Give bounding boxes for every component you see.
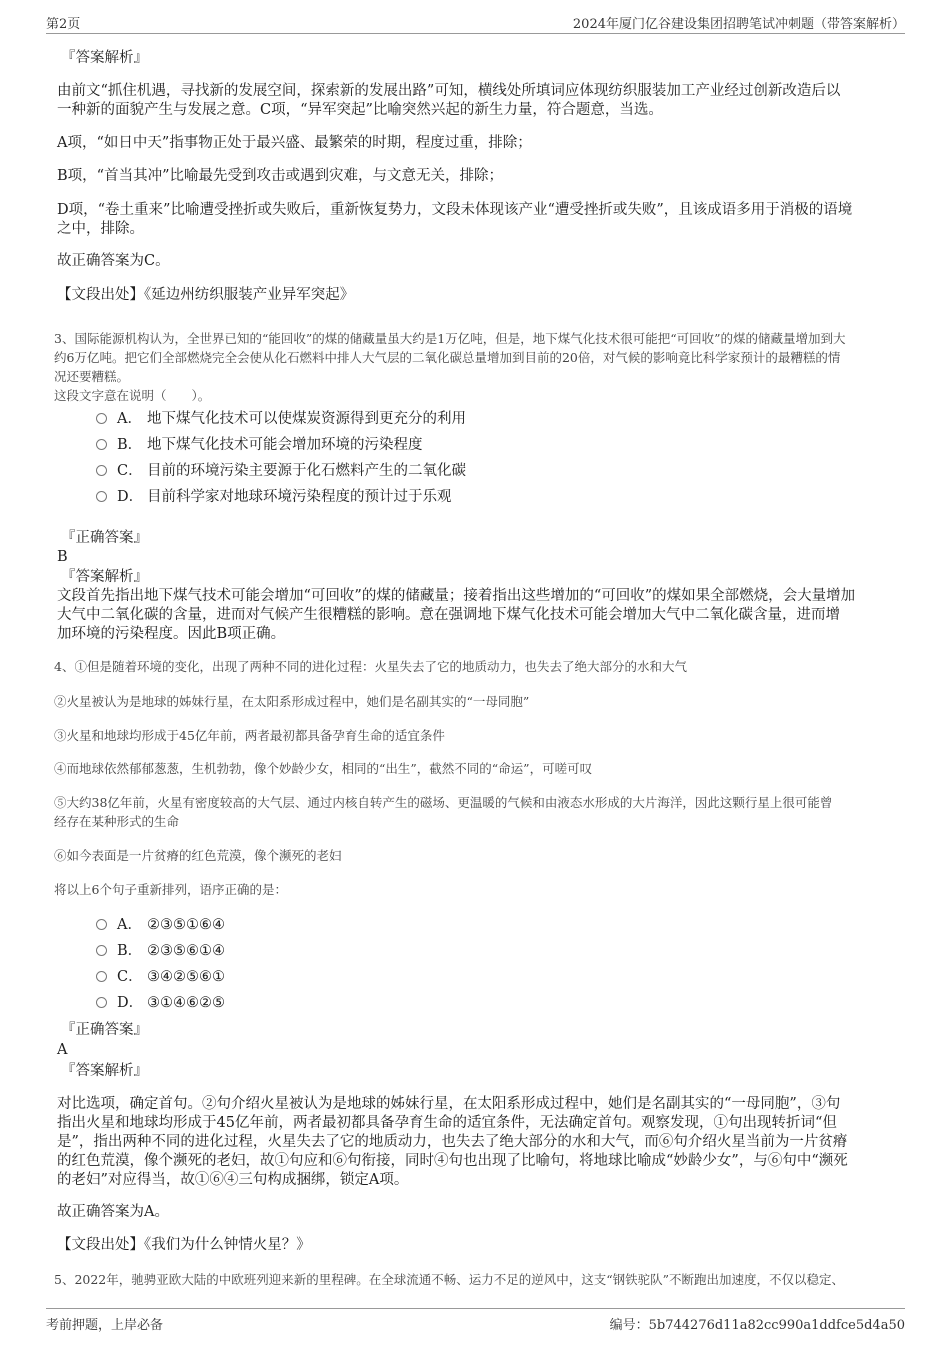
q3-correct-label: 『正确答案』 [61,530,148,546]
option-letter: A． [117,411,142,427]
option-text: ②③⑤⑥①④ [147,943,225,959]
q5-stem-line-1: 5、2022年，驰骋亚欧大陆的中欧班列迎来新的里程碑。在全球流通不畅、运力不足的逆风中，这支“钢铁驼队”不断跑出加速度，不仅以稳定、 [54,1272,845,1287]
q3-analysis-line-2: 大气中二氧化碳的含量，进而对气候产生很糟糕的影响。意在强调地下煤气化技术可能会增加大气中二氧化碳含量，进而增 [57,607,840,623]
q3-correct-answer: B [57,549,68,565]
radio-icon[interactable] [96,491,107,502]
q4-analysis-line-1: 对比选项，确定首句。②句介绍火星被认为是地球的姊妹行星，在太阳系形成过程中，她们是名副其实的“一母同胞”，③句 [57,1096,841,1112]
q2-analysis-line-2: 一种新的面貌产生与发展之意。C项，“异军突起”比喻突然兴起的新生力量，符合题意，当选。 [57,102,663,118]
option-text: ③④②⑤⑥① [147,969,225,985]
q4-correct-answer: A [57,1042,68,1058]
q4-option-a[interactable] [96,915,225,935]
option-letter: C． [117,969,143,985]
q4-conclusion: 故正确答案为A。 [57,1204,169,1220]
q4-analysis-line-4: 的红色荒漠，像个濒死的老妇，故①句应和⑥句衔接，同时④句也出现了比喻句，将地球比喻成“妙龄少女”，与⑥句中“濒死 [57,1153,848,1169]
q4-source: 【文段出处】《我们为什么钟情火星？》 [57,1237,311,1253]
option-letter: B． [117,437,143,453]
option-letter: A． [117,917,142,933]
q4-sentence-6: ⑥如今表面是一片贫瘠的红色荒漠，像个濒死的老妇 [54,848,342,863]
q2-option-d-analysis-line-2: 之中，排除。 [57,221,144,237]
q3-option-d[interactable] [96,487,452,507]
q4-sentence-5-line-2: 经存在某种形式的生命 [54,814,180,829]
q4-analysis-label: 『答案解析』 [61,1063,148,1079]
option-text: 目前科学家对地球环境污染程度的预计过于乐观 [147,489,452,505]
q2-analysis-line-1: 由前文“抓住机遇，寻找新的发展空间，探索新的发展出路”可知，横线处所填词应体现纺织服装加工产业经过创新改造后以 [57,83,841,99]
q2-conclusion: 故正确答案为C。 [57,253,170,269]
header-divider [46,33,905,34]
q4-analysis-line-3: 是”，指出两种不同的进化过程，火星失去了它的地质动力，也失去了绝大部分的水和大气，而⑥句介绍火星当前为一片贫瘠 [57,1134,848,1150]
footer-divider [46,1308,905,1309]
option-letter: C． [117,463,143,479]
option-text: ②③⑤①⑥④ [147,917,225,933]
radio-icon[interactable] [96,945,107,956]
q3-option-c[interactable] [96,461,466,481]
q4-sentence-4: ④而地球依然郁郁葱葱，生机勃勃，像个妙龄少女，相同的“出生”，截然不同的“命运”，可嗟可叹 [54,761,593,776]
q3-option-a[interactable] [96,409,466,429]
q3-analysis-line-1: 文段首先指出地下煤气技术可能会增加“可回收”的煤的储藏量；接着指出这些增加的“可回收”的煤如果全部燃烧，会大量增加 [57,588,856,604]
q4-option-d[interactable] [96,993,225,1013]
q4-correct-label: 『正确答案』 [61,1022,148,1038]
option-text: 地下煤气化技术可能会增加环境的污染程度 [147,437,423,453]
q2-analysis-label: 『答案解析』 [61,50,148,66]
q4-sentence-1: 4、①但是随着环境的变化，出现了两种不同的进化过程：火星失去了它的地质动力，也失去了绝大部分的水和大气 [54,659,687,674]
radio-icon[interactable] [96,439,107,450]
q4-option-c[interactable] [96,967,225,987]
option-text: 地下煤气化技术可以使煤炭资源得到更充分的利用 [147,411,466,427]
option-letter: D． [117,489,144,505]
radio-icon[interactable] [96,465,107,476]
q3-stem-line-3: 况还要糟糕。 [54,369,130,384]
q3-analysis-line-3: 加环境的污染程度。因此B项正确。 [57,626,286,642]
q4-sentence-2: ②火星被认为是地球的姊妹行星，在太阳系形成过程中，她们是名副其实的“一母同胞” [54,694,530,709]
option-text: ③①④⑥②⑤ [147,995,225,1011]
q4-sentence-5-line-1: ⑤大约38亿年前，火星有密度较高的大气层、通过内核自转产生的磁场、更温暖的气候和由液态水形成的大片海洋，因此这颗行星上很可能曾 [54,795,833,810]
q3-stem-line-2: 约6万亿吨。把它们全部燃烧完全会使从化石燃料中排人大气层的二氧化碳总量增加到目前的20倍，对气候的影响竟比科学家预计的最糟糕的情 [54,350,841,365]
q4-analysis-line-2: 指出火星和地球均形成于45亿年前，两者最初都具备孕育生命的适宜条件，无法确定首句。观察发现，①句出现转折词“但 [57,1115,837,1131]
q2-option-b-analysis: B项，“首当其冲”比喻最先受到攻击或遇到灾难，与文意无关，排除； [57,168,503,184]
q3-analysis-label: 『答案解析』 [61,569,148,585]
q2-option-d-analysis-line-1: D项，“卷土重来”比喻遭受挫折或失败后，重新恢复势力，文段未体现该产业“遭受挫折或失败”，且该成语多用于消极的语境 [57,202,853,218]
q3-stem-line-1: 3、国际能源机构认为，全世界已知的“能回收”的煤的储藏量虽大约是1万亿吨，但是，地下煤气化技术很可能把“可回收”的煤的储藏量增加到大 [54,331,846,346]
q3-option-b[interactable] [96,435,423,455]
radio-icon[interactable] [96,413,107,424]
document-title: 2024年厦门亿谷建设集团招聘笔试冲刺题（带答案解析） [572,17,905,32]
radio-icon[interactable] [96,971,107,982]
radio-icon[interactable] [96,919,107,930]
footer-slogan: 考前押题，上岸必备 [46,1318,164,1333]
radio-icon[interactable] [96,997,107,1008]
q3-question: 这段文字意在说明（ ）。 [54,388,211,403]
q2-source: 【文段出处】《延边州纺织服装产业异军突起》 [57,287,355,303]
page-number: 第2页 [46,17,81,32]
document-code: 编号：5b744276d11a82cc990a1ddfce5d4a50 [609,1318,905,1333]
q4-option-b[interactable] [96,941,225,961]
option-letter: B． [117,943,143,959]
option-text: 目前的环境污染主要源于化石燃料产生的二氧化碳 [147,463,466,479]
q2-option-a-analysis: A项，“如日中天”指事物正处于最兴盛、最繁荣的时期，程度过重，排除； [57,135,532,151]
q4-question: 将以上6个句子重新排列，语序正确的是： [54,882,287,897]
q4-analysis-line-5: 的老妇”对应得当，故①⑥④三句构成捆绑，锁定A项。 [57,1172,409,1188]
q4-sentence-3: ③火星和地球均形成于45亿年前，两者最初都具备孕育生命的适宜条件 [54,728,445,743]
option-letter: D． [117,995,144,1011]
